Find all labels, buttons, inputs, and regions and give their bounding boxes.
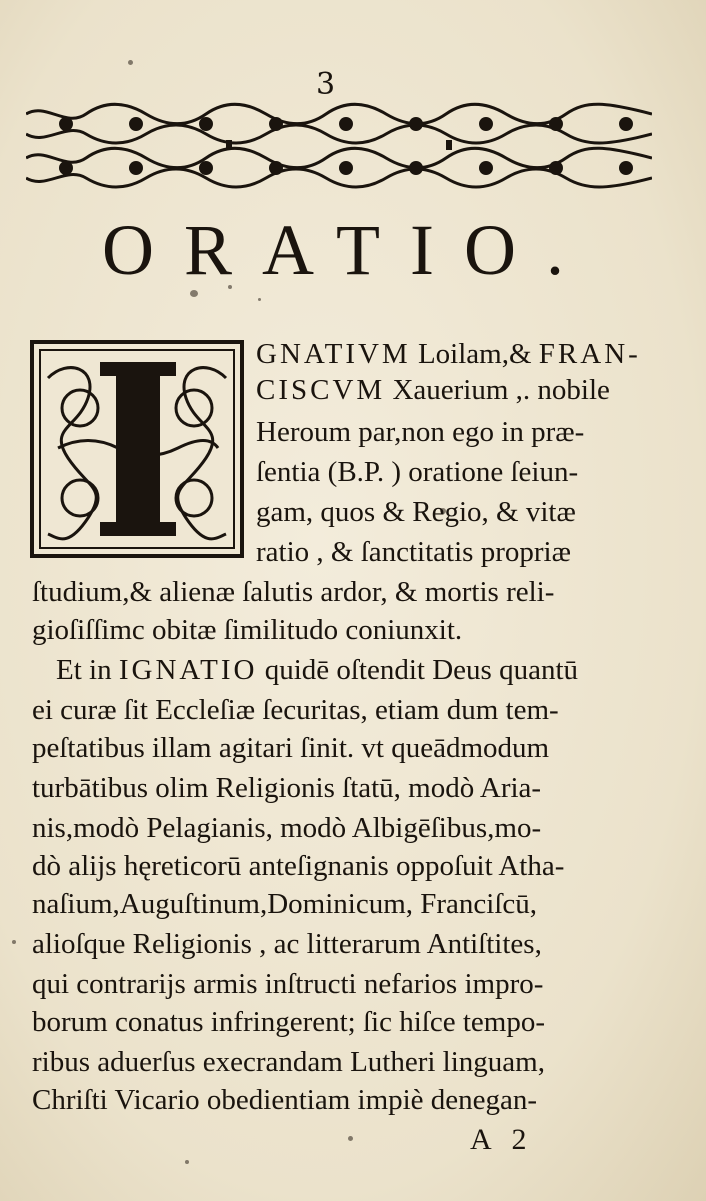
text-line: ſtudium,& alienæ ſalutis ardor, & mortis reli- [32,576,555,608]
text-line: ei curæ ſit Eccleſiæ ſecuritas, etiam dum tem- [32,694,559,726]
text-line: naſium,Auguſtinum,Dominicum, Franciſcū, [32,888,538,920]
ink-speck [128,60,133,65]
ornamental-border-band [26,100,652,192]
ink-speck [348,1136,353,1141]
text-line: Chriſti Vicario obedientiam impiè denegan- [32,1084,538,1116]
text-line: gam, quos & Regio, & vitæ [256,496,576,528]
text-line: CISCVM Xauerium ,. nobile [256,374,610,406]
signature-mark: A 2 [470,1123,527,1156]
text-line: GNATIVM Loilam,& FRAN- [256,338,641,370]
text-line: nis,modò Pelagianis, modò Albigēſibus,mo- [32,812,542,844]
text-line: peſtatibus illam agitari ſinit. vt queādmodum [32,732,550,764]
page-number: 3 [316,67,336,102]
text-line: ſentia (B.P. ) oratione ſeiun- [256,456,579,488]
text-line: alioſque Religionis , ac litterarum Antiſtites, [32,928,542,960]
text-line: qui contrarijs armis inſtructi nefarios impro- [32,968,544,1000]
text-line: borum conatus infringerent; ſic hiſce tempo- [32,1006,545,1038]
text-line: gioſiſſimc obitæ ſimilitudo coniunxit. [32,614,463,646]
ink-speck [258,298,261,301]
ink-speck [12,940,16,944]
text-line: Heroum par,non ego in præ- [256,416,585,448]
text-line: turbātibus olim Religionis ſtatū, modò Aria- [32,772,542,804]
text-line: Et in IGNATIO quidē oſtendit Deus quantū [56,654,578,686]
ink-speck [190,290,198,297]
text-line: ratio , & ſanctitatis propriæ [256,536,571,568]
page-title: ORATIO. [102,210,594,290]
text-line: ribus aduerſus execrandam Lutheri linguam, [32,1046,545,1078]
decorated-initial-i [28,338,246,560]
ink-speck [185,1160,189,1164]
text-line: dò alijs hęreticorū anteſignanis oppoſuit Atha- [32,850,565,882]
